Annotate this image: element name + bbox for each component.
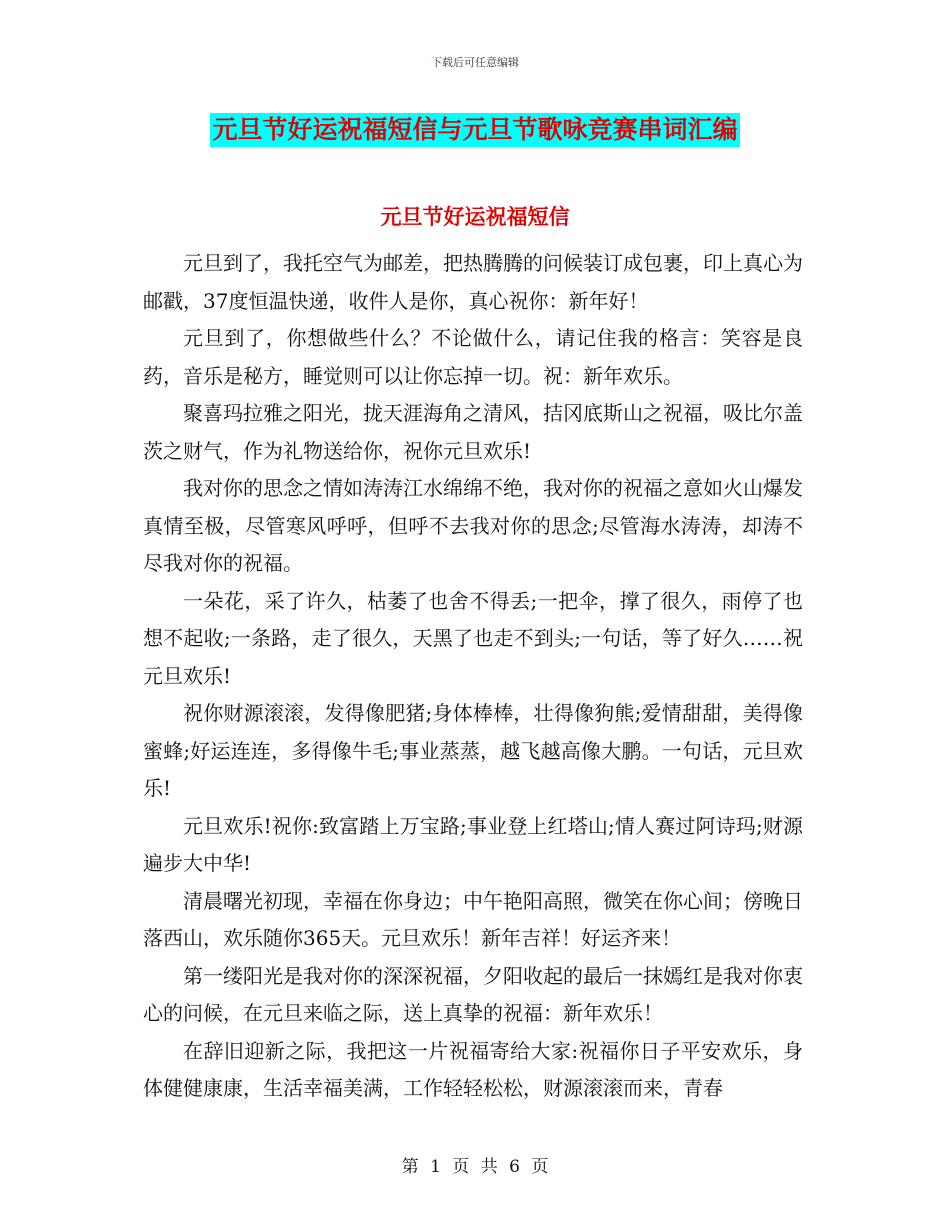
main-title-text: 元旦节好运祝福短信与元旦节歌咏竞赛串词汇编 [210,113,739,147]
paragraph: 第一缕阳光是我对你的深深祝福，夕阳收起的最后一抹嫣红是我对你衷心的问候，在元旦来临之际，送上真挚的祝福：新年欢乐！ [143,963,803,1025]
paragraph: 在辞旧迎新之际，我把这一片祝福寄给大家:祝福你日子平安欢乐，身体健健康康，生活幸福美满，工作轻轻松松，财源滚滚而来，青春 [143,1038,803,1100]
main-title [0,113,950,147]
paragraph: 祝你财源滚滚，发得像肥猪;身体棒棒，壮得像狗熊;爱情甜甜，美得像蜜蜂;好运连连，多得像牛毛;事业蒸蒸，越飞越高像大鹏。一句话，元旦欢乐! [143,701,803,800]
paragraph: 元旦到了，我托空气为邮差，把热腾腾的问候装订成包裹，印上真心为邮戳，37度恒温快递，收件人是你，真心祝你：新年好！ [143,251,803,313]
paragraph: 清晨曙光初现，幸福在你身边；中午艳阳高照，微笑在你心间；傍晚日落西山，欢乐随你365天。元旦欢乐！新年吉祥！好运齐来！ [143,888,803,950]
paragraph: 我对你的思念之情如涛涛江水绵绵不绝，我对你的祝福之意如火山爆发真情至极，尽管寒风呼呼，但呼不去我对你的思念;尽管海水涛涛，却涛不尽我对你的祝福。 [143,476,803,575]
header-note: 下载后可任意编辑 [431,56,519,69]
paragraph: 聚喜玛拉雅之阳光，拢天涯海角之清风，拮冈底斯山之祝福，吸比尔盖茨之财气，作为礼物送给你，祝你元旦欢乐! [143,401,803,463]
page-footer: 第 1 页 共 6 页 [401,1157,549,1177]
section-title: 元旦节好运祝福短信 [380,205,570,229]
body-text [143,245,803,1108]
paragraph: 元旦欢乐!祝你:致富踏上万宝路;事业登上红塔山;情人赛过阿诗玛;财源遍步大中华! [143,813,803,875]
paragraph: 元旦到了，你想做些什么？不论做什么，请记住我的格言：笑容是良药，音乐是秘方，睡觉则可以让你忘掉一切。祝：新年欢乐。 [143,326,803,388]
paragraph: 一朵花，采了许久，枯萎了也舍不得丢;一把伞，撑了很久，雨停了也想不起收;一条路，走了很久，天黑了也走不到头;一句话，等了好久……祝元旦欢乐! [143,588,803,688]
